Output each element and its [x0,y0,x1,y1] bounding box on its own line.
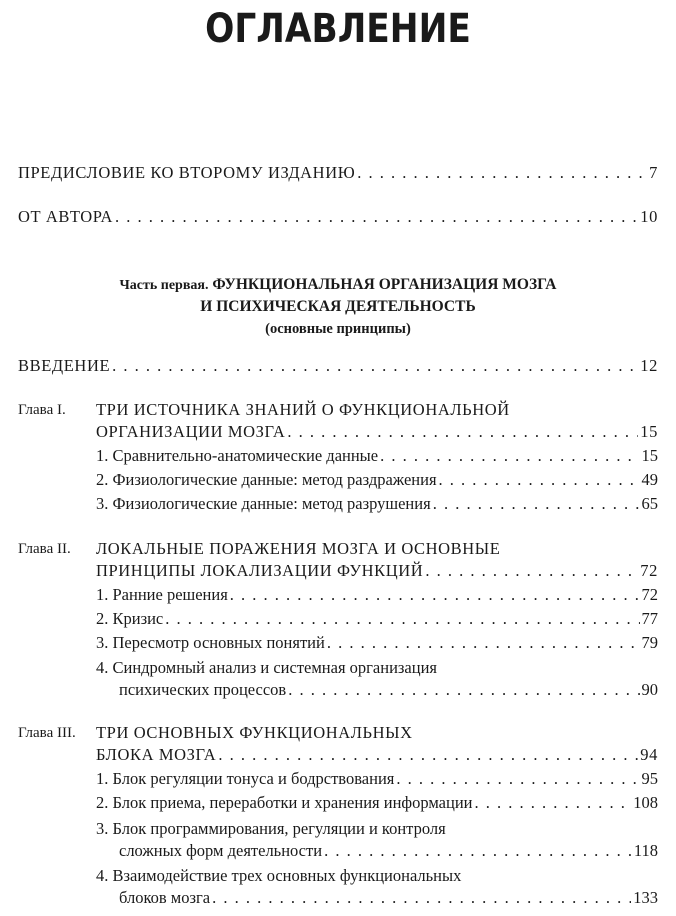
toc-entry-page: 15 [640,422,658,441]
chapter-label: Глава III. [18,725,76,741]
toc-entry-label: ВВЕДЕНИЕ [18,356,111,375]
toc-entry-page: 10 [640,207,658,226]
section-label: 2. Кризис [96,609,164,628]
section-page: 95 [641,769,658,788]
toc-entry-label: ПРЕДИСЛОВИЕ КО ВТОРОМУ ИЗДАНИЮ [18,163,356,182]
toc-section[interactable] [119,840,658,862]
leader-dots [396,768,639,790]
section-label: 3. Физиологические данные: метод разрушения [96,494,431,513]
toc-section[interactable] [119,679,658,701]
section-page: 65 [641,494,658,513]
chapter-title-line1: ЛОКАЛЬНЫЕ ПОРАЖЕНИЯ МОЗГА И ОСНОВНЫЕ [96,539,501,558]
toc-entry-preface[interactable] [18,162,658,184]
toc-section[interactable] [119,887,658,909]
section-label: 4. Взаимодействие трех основных функциональных [96,866,462,885]
toc-section[interactable] [96,792,658,814]
part-subtitle: (основные принципы) [265,321,411,337]
toc-entry-chapter-1[interactable] [96,421,658,443]
leader-dots [324,840,632,862]
section-label: 3. Блок программирования, регуляции и контроля [96,819,446,838]
toc-section[interactable] [96,445,658,467]
toc-section[interactable] [96,469,658,491]
leader-dots [474,792,631,814]
section-label-cont: блоков мозга [119,888,211,907]
section-label: 4. Синдромный анализ и системная организация [96,658,438,677]
toc-entry-intro[interactable] [18,355,658,377]
toc-entry-page: 12 [640,356,658,375]
section-page: 133 [633,888,658,907]
chapter-title-line1: ТРИ ОСНОВНЫХ ФУНКЦИОНАЛЬНЫХ [96,723,413,742]
section-page: 79 [641,633,658,652]
section-page: 90 [641,680,658,699]
section-page: 49 [641,470,658,489]
leader-dots [230,584,640,606]
leader-dots [287,421,638,443]
section-page: 15 [641,446,658,465]
chapter-title-line1: ТРИ ИСТОЧНИКА ЗНАНИЙ О ФУНКЦИОНАЛЬНОЙ [96,400,510,419]
section-label: 3. Пересмотр основных понятий [96,633,325,652]
section-page: 108 [633,793,658,812]
leader-dots [327,632,640,654]
part-title-line2: И ПСИХИЧЕСКАЯ ДЕЯТЕЛЬНОСТЬ [200,298,476,315]
section-label-cont: сложных форм деятельности [119,841,323,860]
section-page: 72 [641,585,658,604]
section-label: 1. Блок регуляции тонуса и бодрствования [96,769,395,788]
toc-entry-chapter-3[interactable] [96,744,658,766]
leader-dots [433,493,640,515]
toc-section[interactable] [96,608,658,630]
toc-section[interactable] [96,584,658,606]
toc-section[interactable] [96,632,658,654]
section-label: 1. Ранние решения [96,585,228,604]
chapter-label: Глава I. [18,402,66,418]
toc-entry-page: 7 [649,163,658,182]
toc-entry-author[interactable] [18,206,658,228]
leader-dots [212,887,631,909]
part-title-line1: ФУНКЦИОНАЛЬНАЯ ОРГАНИЗАЦИЯ МОЗГА [212,276,557,293]
toc-section[interactable] [96,493,658,515]
leader-dots [115,206,638,228]
chapter-title-line2: БЛОКА МОЗГА [96,745,217,764]
section-page: 77 [641,609,658,628]
part-heading-line1 [0,274,676,297]
toc-entry-page: 94 [640,745,658,764]
leader-dots [380,445,639,467]
leader-dots [425,560,638,582]
toc-entry-label: ОТ АВТОРА [18,207,113,226]
chapter-title-line2: ОРГАНИЗАЦИИ МОЗГА [96,422,286,441]
section-label: 2. Блок приема, переработки и хранения информации [96,793,473,812]
page-title: ОГЛАВЛЕНИЕ [205,6,471,52]
leader-dots [288,679,639,701]
part-prefix: Часть первая. [119,278,209,293]
leader-dots [165,608,639,630]
toc-entry-chapter-2[interactable] [96,560,658,582]
toc-section[interactable] [96,768,658,790]
leader-dots [218,744,638,766]
leader-dots [357,162,647,184]
section-page: 118 [633,841,658,860]
section-label-cont: психических процессов [119,680,287,699]
section-label: 2. Физиологические данные: метод раздражения [96,470,437,489]
toc-entry-page: 72 [640,561,658,580]
chapter-label: Глава II. [18,541,71,557]
section-label: 1. Сравнительно-анатомические данные [96,446,379,465]
leader-dots [112,355,638,377]
chapter-title-line2: ПРИНЦИПЫ ЛОКАЛИЗАЦИИ ФУНКЦИЙ [96,561,424,580]
leader-dots [439,469,640,491]
